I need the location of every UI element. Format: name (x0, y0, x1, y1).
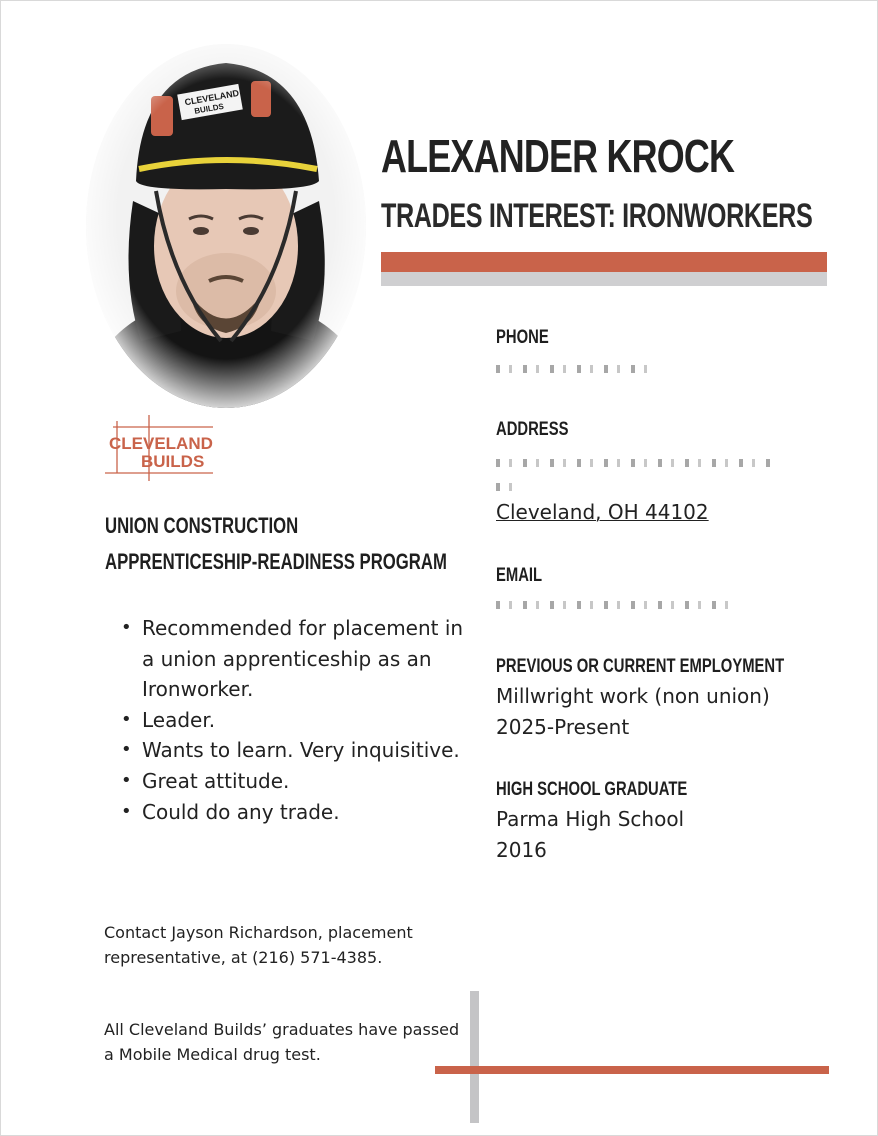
accent-bar-grey (381, 272, 827, 286)
address-label: ADDRESS (496, 419, 569, 440)
school-name: Parma High School (496, 807, 685, 831)
email-label: EMAIL (496, 565, 543, 586)
phone-value-redacted (496, 365, 656, 373)
list-item: • Could do any trade. (121, 797, 471, 828)
address-city: Cleveland, OH 44102 (496, 500, 709, 524)
contact-note: Contact Jayson Richardson, placement representative, at (216) 571-4385. (104, 923, 413, 967)
drug-test-note: All Cleveland Builds’ graduates have passed a Mobile Medical drug test. (104, 1020, 460, 1064)
candidate-name: ALEXANDER KROCK (381, 130, 735, 182)
list-item: • Wants to learn. Very inquisitive. (121, 735, 471, 766)
logo-line1: CLEVELAND (109, 434, 213, 453)
employment-years: 2025-Present (496, 715, 630, 739)
education-label: HIGH SCHOOL GRADUATE (496, 779, 688, 800)
list-item: • Recommended for placement in a union apprenticeship as an Ironworker. (121, 613, 471, 705)
list-item: • Leader. (121, 705, 471, 736)
cleveland-builds-logo (101, 415, 221, 487)
accent-bar-orange (381, 252, 827, 272)
phone-label: PHONE (496, 327, 549, 348)
address-line2-redacted (496, 483, 520, 491)
program-line1: UNION CONSTRUCTION (105, 513, 299, 538)
address-line1-redacted (496, 459, 776, 467)
trades-interest: TRADES INTEREST: IRONWORKERS (381, 197, 813, 235)
recommendation-list (121, 613, 471, 827)
employment-role: Millwright work (non union) (496, 684, 770, 708)
employment-label: PREVIOUS OR CURRENT EMPLOYMENT (496, 656, 785, 677)
portrait-photo (81, 41, 371, 411)
program-line2: APPRENTICESHIP-READINESS PROGRAM (105, 549, 447, 574)
logo-line2: BUILDS (141, 452, 205, 471)
list-item: • Great attitude. (121, 766, 471, 797)
graduation-year: 2016 (496, 838, 547, 862)
decor-vertical-bar (470, 991, 479, 1123)
decor-horizontal-bar (435, 1066, 829, 1074)
email-value-redacted (496, 601, 736, 609)
